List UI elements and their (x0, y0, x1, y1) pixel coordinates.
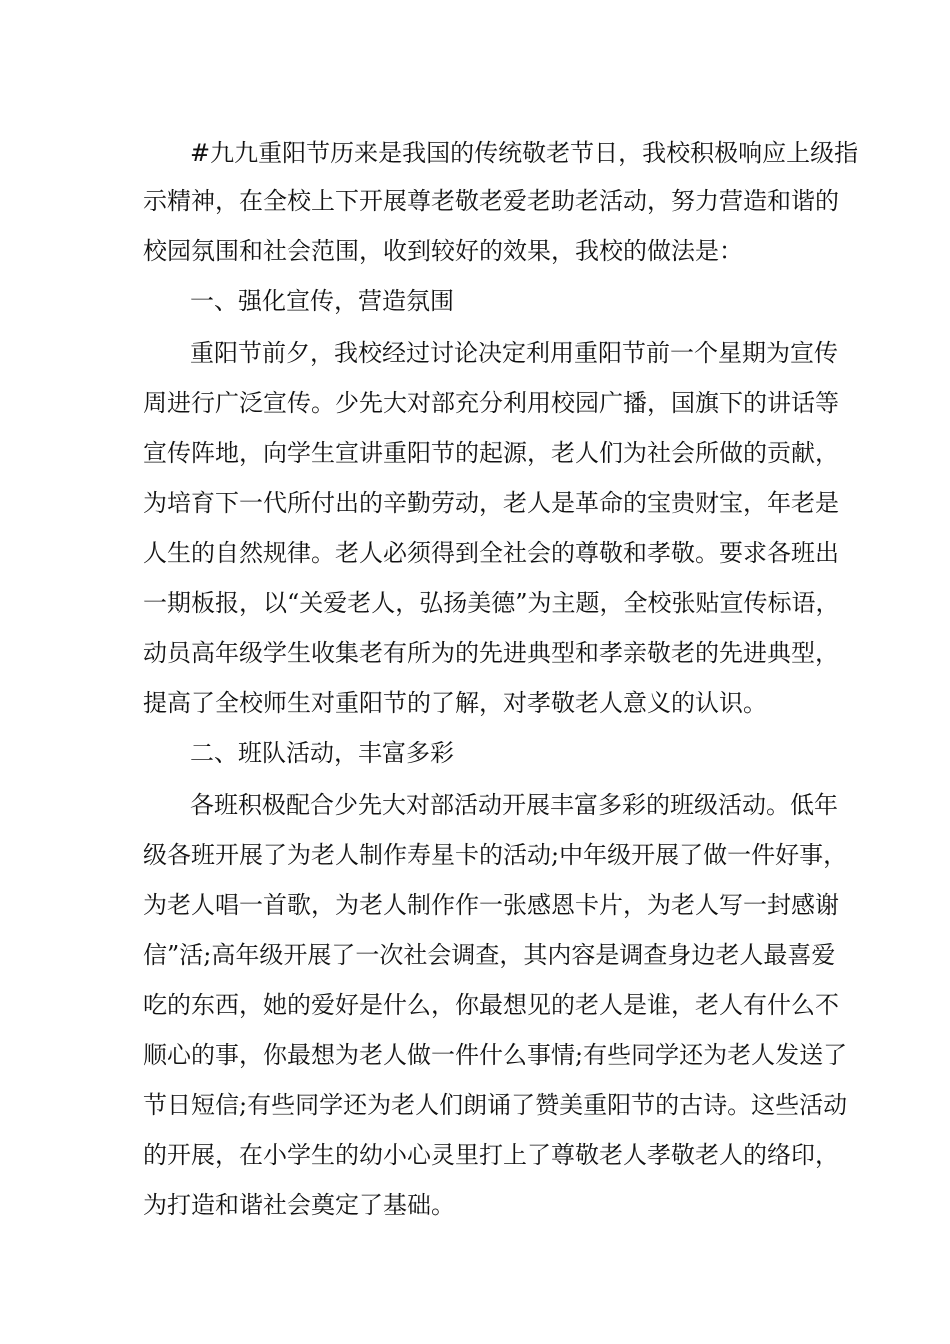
paragraph-activities-line-5: 吃的东西，她的爱好是什么，你最想见的老人是谁，老人有什么不 (143, 991, 839, 1019)
section-heading-2: 二、班队活动，丰富多彩 (190, 739, 454, 767)
section-heading-1: 一、强化宣传，营造氛围 (190, 287, 454, 315)
paragraph-publicity-line-2: 周进行广泛宣传。少先大对部充分利用校园广播，国旗下的讲话等 (143, 389, 839, 417)
paragraph-publicity-line-5: 人生的自然规律。老人必须得到全社会的尊敬和孝敬。要求各班出 (143, 539, 839, 567)
paragraph-activities-line-9: 为打造和谐社会奠定了基础。 (143, 1191, 455, 1219)
paragraph-intro-line-3: 校园氛围和社会范围，收到较好的效果，我校的做法是： (143, 237, 743, 265)
paragraph-publicity-line-6: 一期板报，以“关爱老人，弘扬美德”为主题，全校张贴宣传标语， (143, 589, 840, 617)
paragraph-activities-line-3: 为老人唱一首歌，为老人制作作一张感恩卡片，为老人写一封感谢 (143, 891, 839, 919)
paragraph-activities-line-7: 节日短信;有些同学还为老人们朗诵了赞美重阳节的古诗。这些活动 (143, 1091, 848, 1119)
paragraph-intro-line-2: 示精神，在全校上下开展尊老敬老爱老助老活动，努力营造和谐的 (143, 187, 839, 215)
paragraph-publicity-line-8: 提高了全校师生对重阳节的了解，对孝敬老人意义的认识。 (143, 689, 767, 717)
paragraph-publicity-line-4: 为培育下一代所付出的辛勤劳动，老人是革命的宝贵财宝，年老是 (143, 489, 839, 517)
paragraph-intro-line-1: #九九重阳节历来是我国的传统敬老节日，我校积极响应上级指 (190, 139, 859, 167)
paragraph-activities-line-8: 的开展，在小学生的幼小心灵里打上了尊敬老人孝敬老人的络印， (143, 1141, 839, 1169)
paragraph-activities-line-2: 级各班开展了为老人制作寿星卡的活动;中年级开展了做一件好事， (143, 841, 848, 869)
paragraph-publicity-line-1: 重阳节前夕，我校经过讨论决定利用重阳节前一个星期为宣传 (190, 339, 838, 367)
paragraph-activities-line-1: 各班积极配合少先大对部活动开展丰富多彩的班级活动。低年 (190, 791, 838, 819)
paragraph-publicity-line-3: 宣传阵地，向学生宣讲重阳节的起源，老人们为社会所做的贡献， (143, 439, 839, 467)
paragraph-activities-line-4: 信”活;高年级开展了一次社会调查，其内容是调查身边老人最喜爱 (143, 941, 836, 969)
paragraph-publicity-line-7: 动员高年级学生收集老有所为的先进典型和孝亲敬老的先进典型， (143, 639, 839, 667)
paragraph-activities-line-6: 顺心的事，你最想为老人做一件什么事情;有些同学还为老人发送了 (143, 1041, 848, 1069)
